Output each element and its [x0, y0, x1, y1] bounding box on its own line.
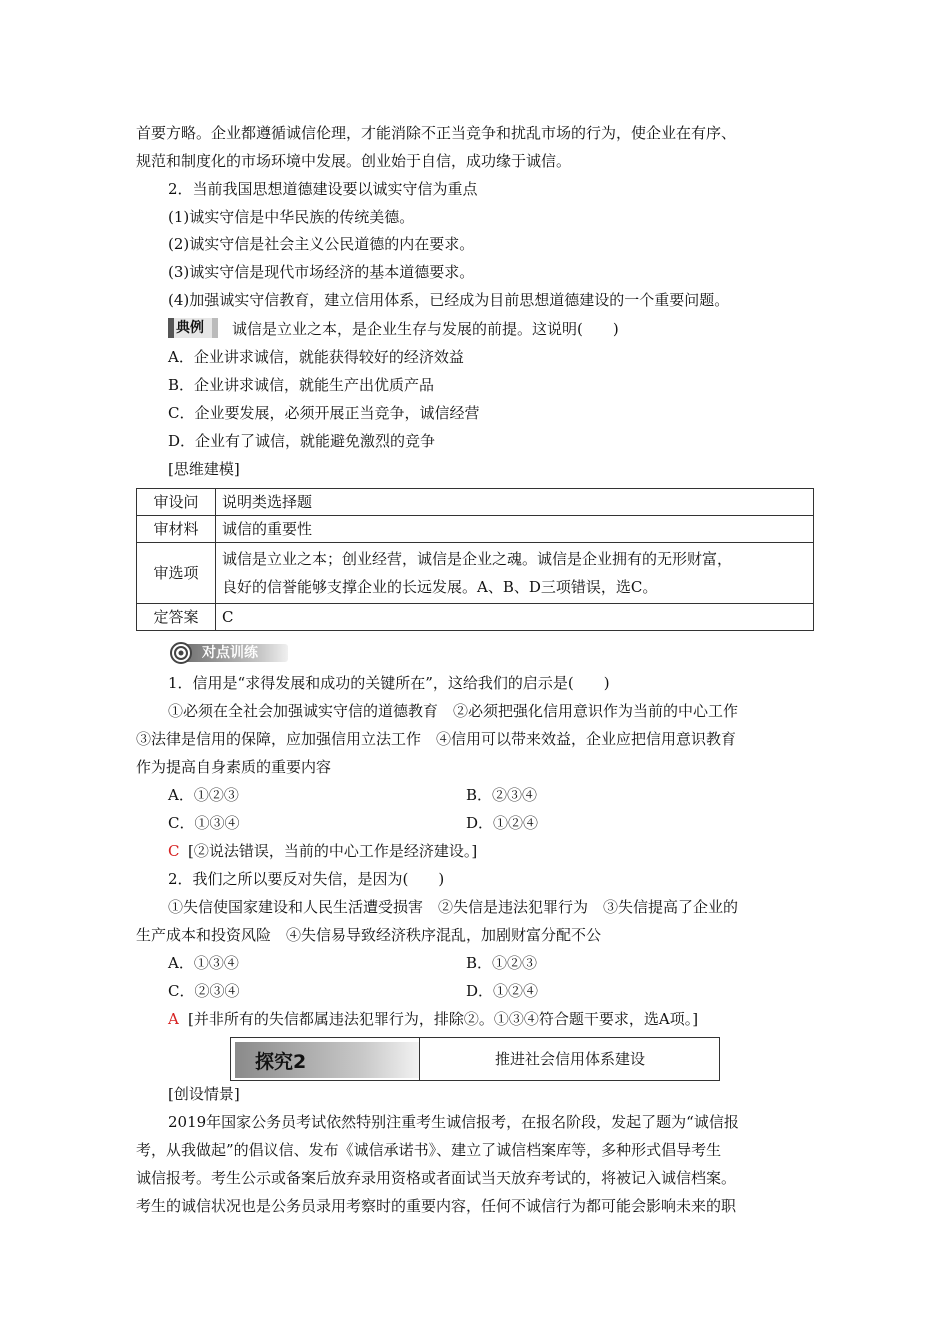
point-item: (4)加强诚实守信教育，建立信用体系，已经成为目前思想道德建设的一个重要问题。 — [168, 291, 730, 309]
table-row — [137, 604, 814, 631]
table-value-line: 诚信是立业之本；创业经营，诚信是企业之魂。诚信是企业拥有的无形财富， — [222, 550, 733, 568]
option-b: B．企业讲求诚信，就能生产出优质产品 — [168, 376, 435, 394]
option-d: D．①②④ — [466, 814, 539, 832]
training-badge-label: 对点训练 — [202, 645, 258, 661]
option-c: C．②③④ — [168, 982, 240, 1000]
scenario-heading: [创设情景] — [168, 1085, 240, 1103]
answer-explanation: [并非所有的失信都属违法犯罪行为，排除②。①③④符合题干要求，选A项。] — [188, 1010, 699, 1028]
scenario-line: 考生的诚信状况也是公务员录用考察时的重要内容，任何不诚信行为都可能会影响未来的职 — [136, 1197, 737, 1215]
question-body: ①失信使国家建设和人民生活遭受损害 ②失信是违法犯罪行为 ③失信提高了企业的 — [168, 898, 739, 916]
paragraph-line: 规范和制度化的市场环境中发展。创业始于自信，成功缘于诚信。 — [136, 152, 572, 170]
paragraph-line: 首要方略。企业都遵循诚信伦理，才能消除不正当竞争和扰乱市场的行为，使企业在有序、 — [136, 124, 737, 142]
section-tab-label: 探究2 — [255, 1051, 307, 1073]
table-key: 审材料 — [137, 516, 216, 543]
table-row — [137, 516, 814, 543]
table-row — [137, 489, 814, 516]
answer-letter: A — [168, 1010, 179, 1028]
option-c: C．①③④ — [168, 814, 240, 832]
question-body: 生产成本和投资风险 ④失信易导致经济秩序混乱，加剧财富分配不公 — [136, 926, 602, 944]
point-item: (1)诚实守信是中华民族的传统美德。 — [168, 208, 415, 226]
option-a: A．①②③ — [168, 786, 239, 804]
option-c: C．企业要发展，必须开展正当竞争，诚信经营 — [168, 404, 480, 422]
question-body: ③法律是信用的保障，应加强信用立法工作 ④信用可以带来效益，企业应把信用意识教育 — [136, 730, 737, 748]
scenario-line: 考，从我做起”的倡议信、发布《诚信承诺书》、建立了诚信档案库等，多种形式倡导考生 — [136, 1141, 722, 1159]
section-divider — [419, 1038, 420, 1080]
table-key: 审选项 — [137, 543, 216, 604]
point-item: (3)诚实守信是现代市场经济的基本道德要求。 — [168, 263, 475, 281]
question-body: ①必须在全社会加强诚实守信的道德教育 ②必须把强化信用意识作为当前的中心工作 — [168, 702, 739, 720]
table-key: 审设问 — [137, 489, 216, 516]
table-value: C — [216, 604, 814, 631]
question-stem: 2．我们之所以要反对失信，是因为( ) — [168, 870, 445, 888]
question-stem: 1．信用是“求得发展和成功的关键所在”，这给我们的启示是( ) — [168, 674, 610, 692]
thinking-model-table — [136, 488, 814, 631]
option-d: D．①②④ — [466, 982, 539, 1000]
section-header-box — [230, 1037, 720, 1081]
section-tab — [235, 1042, 419, 1078]
answer-letter: C — [168, 842, 180, 860]
question-body: 作为提高自身素质的重要内容 — [136, 758, 332, 776]
example-question: 诚信是立业之本，是企业生存与发展的前提。这说明( ) — [232, 320, 619, 338]
scenario-line: 2019年国家公务员考试依然特别注重考生诚信报考，在报名阶段，发起了题为“诚信报 — [168, 1113, 739, 1131]
table-key: 定答案 — [137, 604, 216, 631]
table-value-line: 良好的信誉能够支撑企业的长远发展。A、B、D三项错误，选C。 — [222, 578, 658, 596]
table-value: 诚信的重要性 — [216, 516, 814, 543]
option-b: B．②③④ — [466, 786, 538, 804]
point-item: (2)诚实守信是社会主义公民道德的内在要求。 — [168, 235, 475, 253]
option-a: A．①③④ — [168, 954, 239, 972]
point-heading: 2．当前我国思想道德建设要以诚实守信为重点 — [168, 180, 478, 198]
option-a: A．企业讲求诚信，就能获得较好的经济效益 — [168, 348, 464, 366]
table-value — [216, 543, 814, 604]
section-title: 推进社会信用体系建设 — [494, 1050, 645, 1068]
thinking-model-heading: [思维建模] — [168, 460, 240, 478]
option-d: D．企业有了诚信，就能避免激烈的竞争 — [168, 432, 436, 450]
table-row — [137, 543, 814, 604]
answer-explanation: [②说法错误，当前的中心工作是经济建设。] — [188, 842, 478, 860]
scenario-line: 诚信报考。考生公示或备案后放弃录用资格或者面试当天放弃考试的，将被记入诚信档案。 — [136, 1169, 737, 1187]
table-value: 说明类选择题 — [216, 489, 814, 516]
example-badge-label: 典例 — [176, 320, 204, 336]
option-b: B．①②③ — [466, 954, 538, 972]
